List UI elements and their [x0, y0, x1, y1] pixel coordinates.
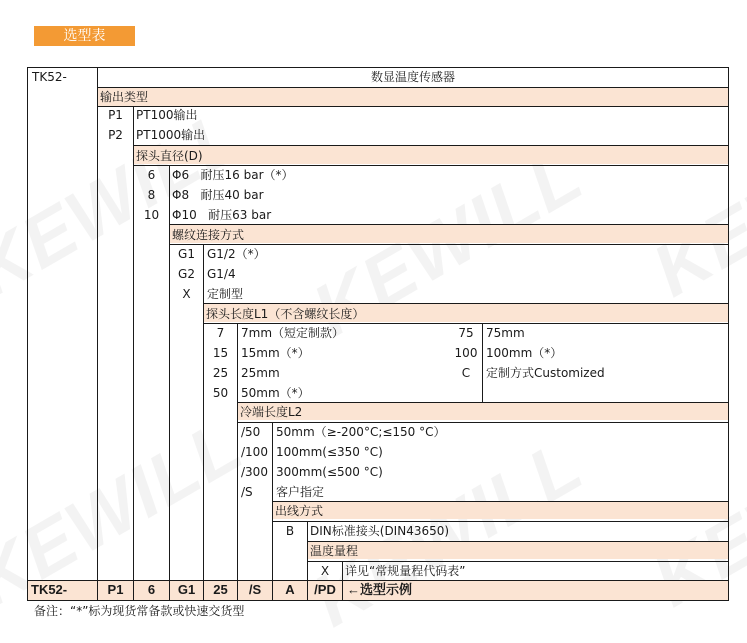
- option-desc: G1/4: [207, 267, 236, 281]
- option-code: 7: [216, 326, 225, 340]
- option-desc: 详见“常规量程代码表”: [345, 564, 466, 578]
- option-code: G1: [178, 247, 195, 261]
- section-title-thread: 螺纹连接方式: [172, 228, 245, 242]
- section-bg-range: [308, 541, 728, 559]
- option-desc: Φ8 耐压40 bar: [172, 188, 264, 202]
- option-desc: 300mm(≤500 °C): [276, 465, 383, 479]
- section-bg-diameter: [134, 146, 728, 164]
- option-desc: G1/2（*）: [207, 247, 266, 261]
- option-code: 6: [147, 168, 156, 182]
- option-desc: 客户指定: [276, 485, 325, 499]
- option-code: 50: [212, 386, 229, 400]
- example-code-thread: G1: [177, 582, 196, 597]
- section-bg-cold: [238, 402, 728, 420]
- model-prefix: TK52-: [32, 70, 67, 84]
- section-title-outlet: 出线方式: [275, 504, 324, 518]
- option-desc: 75mm: [486, 326, 525, 340]
- option-desc: 100mm(≤350 °C): [276, 445, 383, 459]
- example-code-range: /PD: [314, 582, 336, 597]
- section-bg-outlet: [273, 501, 728, 519]
- example-code-length: 25: [213, 582, 228, 597]
- option-code: /50: [241, 425, 261, 439]
- example-code-outlet: A: [285, 582, 295, 597]
- section-title-range: 温度量程: [310, 544, 359, 558]
- option-desc: 7mm（短定制款）: [241, 326, 345, 340]
- option-desc: 15mm（*）: [241, 346, 310, 360]
- section-bg-output: [98, 88, 728, 106]
- option-desc: 定制方式Customized: [486, 366, 605, 380]
- option-code: /100: [241, 445, 268, 459]
- example-code-output: P1: [107, 582, 124, 597]
- example-label: ←选型示例: [347, 582, 413, 597]
- option-desc: PT100输出: [136, 108, 198, 122]
- option-code: 8: [147, 188, 156, 202]
- example-code-model: TK52-: [31, 582, 68, 597]
- option-desc: Φ6 耐压16 bar（*）: [172, 168, 294, 182]
- option-desc: PT1000输出: [136, 128, 206, 142]
- option-code: 75: [458, 326, 474, 340]
- example-code-cold: /S: [248, 582, 262, 597]
- section-title-length: 探头长度L1（不含螺纹长度）: [206, 307, 365, 321]
- option-code: /S: [241, 485, 253, 499]
- option-desc: 100mm（*）: [486, 346, 563, 360]
- option-desc: 50mm（*）: [241, 386, 310, 400]
- page-label: 选型表: [34, 26, 135, 46]
- section-title-cold: 冷端长度L2: [240, 405, 303, 419]
- option-code: X: [182, 287, 191, 301]
- option-code: X: [320, 564, 330, 578]
- option-code: 25: [212, 366, 229, 380]
- option-code: C: [461, 366, 471, 380]
- option-desc: 25mm: [241, 366, 280, 380]
- section-bg-thread: [170, 225, 728, 243]
- option-code: B: [285, 524, 295, 538]
- option-code: 15: [212, 346, 229, 360]
- section-title-diameter: 探头直径(D): [136, 149, 203, 163]
- product-name: 数显温度传感器: [370, 70, 455, 84]
- option-code: 10: [143, 208, 160, 222]
- footnote: 备注：“*”标为现货常备款或快速交货型: [34, 604, 245, 618]
- option-code: P1: [108, 108, 123, 122]
- example-code-diameter: 6: [147, 582, 156, 597]
- option-code: G2: [178, 267, 195, 281]
- option-code: /300: [241, 465, 268, 479]
- option-desc: 定制型: [207, 287, 244, 301]
- option-desc: DIN标准接头(DIN43650): [310, 524, 450, 538]
- section-title-output: 输出类型: [100, 90, 149, 104]
- option-code: 100: [454, 346, 478, 360]
- option-desc: Φ10 耐压63 bar: [172, 208, 272, 222]
- option-code: P2: [108, 128, 123, 142]
- option-desc: 50mm（≥-200°C;≤150 °C）: [276, 425, 446, 439]
